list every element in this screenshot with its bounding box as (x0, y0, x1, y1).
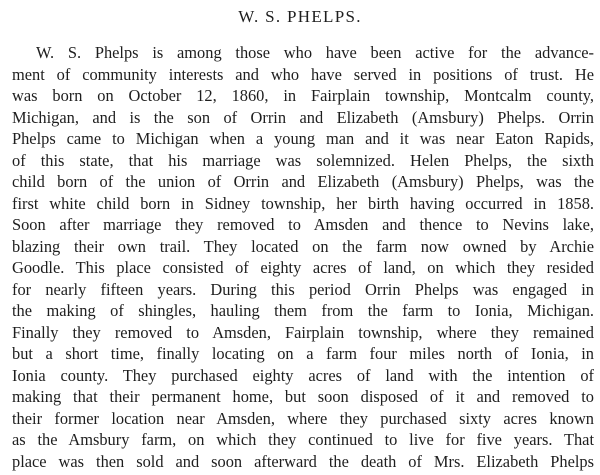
text-line: but a short time, finally locating on a farm four miles north of Ionia, in (12, 344, 594, 363)
text-line: Michigan, and is the son of Orrin and Elizabeth (Amsbury) Phelps. Orrin (12, 107, 594, 127)
text-line: Ionia county. They purchased eighty acres of land with the intention of (12, 365, 594, 385)
text-line: Finally they removed to Amsden, Fairplain township, where they remained (12, 322, 594, 342)
text-line: of this state, that his marriage was solemnized. Helen Phelps, the sixth (12, 150, 594, 170)
biography-paragraph (12, 42, 594, 472)
section-heading: W. S. PHELPS. (238, 7, 362, 26)
text-line: place was then sold and soon afterward the death of Mrs. Elizabeth Phelps (12, 451, 594, 471)
text-line: child born of the union of Orrin and Elizabeth (Amsbury) Phelps, was the (12, 172, 594, 191)
text-line: first white child born in Sidney township, her birth having occurred in 1858. (12, 193, 594, 213)
text-line: as the Amsbury farm, on which they continued to live for five years. That (12, 430, 594, 449)
text-line: their former location near Amsden, where they purchased sixty acres known (12, 408, 594, 428)
text-line: ment of community interests and who have served in positions of trust. He (12, 64, 594, 84)
text-line: making that their permanent home, but soon disposed of it and removed to (12, 387, 594, 406)
text-line: for nearly fifteen years. During this period Orrin Phelps was engaged in (12, 279, 594, 299)
text-line: W. S. Phelps is among those who have been active for the advance- (36, 43, 594, 62)
text-line: was born on October 12, 1860, in Fairplain township, Montcalm county, (12, 86, 594, 105)
text-line: the making of shingles, hauling them from the farm to Ionia, Michigan. (12, 301, 594, 320)
text-line: Phelps came to Michigan when a young man and it was near Eaton Rapids, (12, 129, 594, 148)
text-line: Goodle. This place consisted of eighty acres of land, on which they resided (12, 258, 594, 277)
text-line: blazing their own trail. They located on the farm now owned by Archie (12, 236, 594, 256)
text-line: Soon after marriage they removed to Amsden and thence to Nevins lake, (12, 215, 594, 234)
